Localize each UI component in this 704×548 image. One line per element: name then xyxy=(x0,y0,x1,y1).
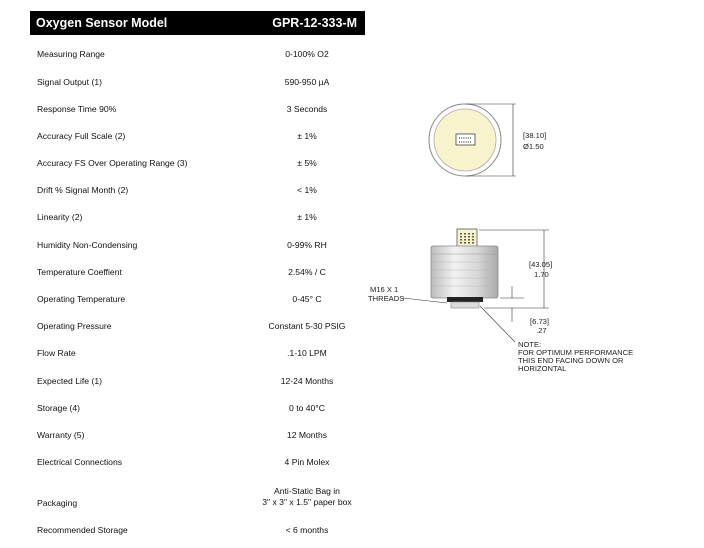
height-dim-mm: [43.05] xyxy=(529,260,553,269)
spec-value: < 1% xyxy=(297,185,317,195)
thread-label-line2: THREADS xyxy=(368,294,405,303)
spec-value: ± 1% xyxy=(297,212,317,222)
connector-top-icon xyxy=(456,134,475,145)
header-title: Oxygen Sensor Model xyxy=(36,16,168,30)
spec-label: Operating Temperature xyxy=(37,294,126,304)
top-dim-mm: [38.10] xyxy=(523,131,547,140)
spec-label: Storage (4) xyxy=(37,403,80,413)
sensor-top-view xyxy=(429,104,546,176)
spec-label: Recommended Storage xyxy=(37,525,128,535)
spec-value: 3 Seconds xyxy=(286,104,328,114)
spec-label: Packaging xyxy=(37,498,78,508)
sensor-thread-base xyxy=(451,302,479,308)
spec-value-line1: Anti-Static Bag in xyxy=(274,486,340,496)
sensor-thread-ring xyxy=(447,297,483,302)
spec-value: ± 1% xyxy=(297,131,317,141)
connector-side-icon xyxy=(457,229,477,248)
top-dim-in: Ø1.50 xyxy=(523,142,544,151)
note-line3: THIS END FACING DOWN OR xyxy=(518,356,624,365)
spec-value: 590-950 µA xyxy=(284,77,330,87)
sensor-side-view xyxy=(368,229,633,373)
spec-label: Flow Rate xyxy=(37,348,76,358)
note-line1: NOTE: xyxy=(518,340,542,349)
spec-value: 0-99% RH xyxy=(287,240,327,250)
thread-label-line1: M16 X 1 xyxy=(370,285,399,294)
spec-label: Accuracy Full Scale (2) xyxy=(37,131,126,141)
spec-value: 12-24 Months xyxy=(280,376,334,386)
spec-value: 2.54% / C xyxy=(288,267,326,277)
spec-label: Drift % Signal Month (2) xyxy=(37,185,129,195)
spec-value: .1-10 LPM xyxy=(287,348,327,358)
height-dim-in: 1.70 xyxy=(534,270,549,279)
note-line4: HORIZONTAL xyxy=(518,364,567,373)
spec-value: Constant 5-30 PSIG xyxy=(268,321,346,331)
spec-value: 0 to 40°C xyxy=(289,403,325,413)
spec-label: Electrical Connections xyxy=(37,457,123,467)
spec-label: Accuracy FS Over Operating Range (3) xyxy=(37,158,188,168)
spec-label: Operating Pressure xyxy=(37,321,112,331)
spec-value: ± 5% xyxy=(297,158,317,168)
spec-label: Response Time 90% xyxy=(37,104,117,114)
spec-label: Temperature Coeffient xyxy=(37,267,122,277)
base-dim-in: .27 xyxy=(536,326,547,335)
spec-value: 4 Pin Molex xyxy=(284,457,330,467)
spec-label: Linearity (2) xyxy=(37,212,83,222)
spec-value: 12 Months xyxy=(286,430,328,440)
spec-label: Warranty (5) xyxy=(37,430,85,440)
spec-label: Signal Output (1) xyxy=(37,77,102,87)
header-model: GPR-12-333-M xyxy=(272,16,357,30)
base-dim-mm: [6.73] xyxy=(530,317,549,326)
spec-label: Expected Life (1) xyxy=(37,376,102,386)
spec-value: < 6 months xyxy=(285,525,329,535)
spec-value: 0-45° C xyxy=(292,294,322,304)
spec-label: Humidity Non-Condensing xyxy=(37,240,138,250)
spec-value-line2: 3" x 3" x 1.5" paper box xyxy=(262,497,352,507)
spec-value: 0-100% O2 xyxy=(285,49,329,59)
spec-label: Measuring Range xyxy=(37,49,105,59)
note-line2: FOR OPTIMUM PERFORMANCE xyxy=(518,348,634,357)
